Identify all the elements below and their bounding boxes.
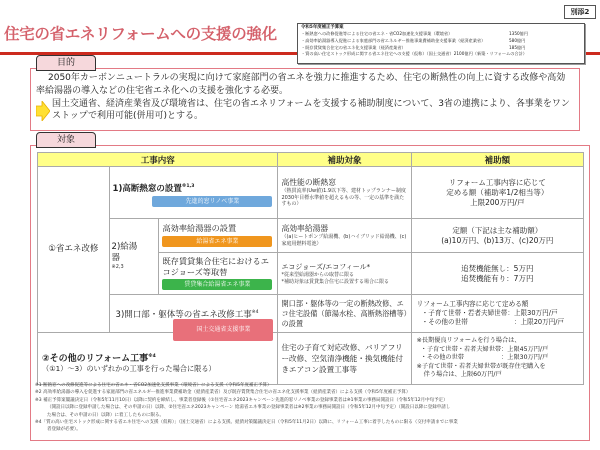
subject-opening-insulation: 開口部・躯体等の一定の断熱改修、エコ住宅設備（節湯水栓、高断熱浴槽等）の設置 [278,295,411,333]
footnote: 者登録が必要）。 [47,427,81,433]
work-window: 1)高断熱窓の設置$^{※1,3}$ 先進的窓リノベ事業 [109,167,278,219]
budget-box [297,23,585,64]
footnotes [35,382,585,434]
annex-label: 別添2 [564,5,596,19]
purpose-paragraph: 2050年カーボンニュートラルの実現に向けて家庭部門の省エネを強力に推進するため、住宅の断熱性の向上に資する改修や高効率給湯器の導入などの住宅省エネ化への支援を強化する必要。 [36,73,566,96]
header-subject: 補助対象 [278,153,411,167]
amount-other-reform: ※長期優良リフォームを行う場合は、 ・子育て世帯・若者夫婦世帯：上限45万円/戸 ・その他の世帯 ：上限30万円/戸 ※子育て世帯・若者夫婦世帯が既存住宅購入を 伴う場合は、上限60万円/戸 [411,333,583,385]
arrow-right-icon [36,101,50,121]
footnote: ※3 補正予算案閣議決定日（令和5年11月10日）以降に契約を締結し、事業者登録後（①住宅省エネ2023キャンペーン先進的窓リノベ事業の登録事業者は※1事業の事務局開設日（令和5年12月中旬予定） [35,397,448,403]
badge-rental-water-heater: 賃貸集合給湯省エネ事業 [162,279,272,290]
target-label: 対象 [36,132,96,148]
amount-rental-ecojoz: 追焚機能無し：5万円 追焚機能有り：7万円 [411,253,583,295]
subsidy-table [37,152,584,385]
budget-item: ・断熱窓への改修促進等による住宅の省エネ・省CO2加速化支援事業（環境省） 1350億円 [301,31,529,36]
subject-water-heater: 高効率給湯器 （(a)ヒートポンプ給湯機、(b)ハイブリッド給湯機、(c)家庭用燃料電池） [278,219,411,253]
group-water-heater: 2)給湯器 ※2,3 [109,219,159,295]
budget-item: ・質の高い住宅ストック形成に関する省エネ住宅への支援（仮称）（国土交通省）2100億円（新築・リフォームの合計） [301,51,527,57]
badge-water-heater: 給湯省エネ事業 [162,236,272,247]
purpose-conclusion [36,98,574,124]
budget-heading: 令和5年度補正予算案 [301,25,344,30]
work-rental-ecojoz: 既存賃貸集合住宅におけるエコジョーズ等取替 賃貸集合給湯省エネ事業 [159,253,278,295]
footnote: ※4「質の高い住宅ストック形成に関する省エネ住宅への支援（仮称）」（国土交通省）による支援。経済対策閣議決定日（令和5年11月2日）以降に、リフォーム工事に着手したものに限る（交付申請までに事業 [35,420,458,426]
page-title: 住宅の省エネリフォームへの支援の強化 [4,25,277,43]
amount-opening-insulation: リフォーム工事内容に応じて定める額 ・子育て世帯・若者夫婦世帯：上限30万円/戸 ・その他の世帯 ：上限20万円/戸 [411,295,583,333]
footnote: た場合は、その申請の日）以降）に着工したものに限る。 [47,412,164,418]
work-other-reform: ②その他のリフォーム工事$^{※4}$ （①1）～3）のいずれかの工事を行った場合に限る） [38,333,278,385]
badge-window-renovation: 先進的窓リノベ事業 [152,196,272,207]
work-water-heater: 高効率給湯器の設置 給湯省エネ事業 [159,219,278,253]
budget-item: ・既存賃貸集合住宅の省エネ化支援事業（経済産業省） 185億円 [301,44,526,50]
purpose-section [30,68,580,131]
budget-item: ・高効率給湯器導入促進による家庭部門の省エネルギー推進事業費補助金支援事業（経済産業省） 580億円 [301,37,526,43]
group-energy-renovation: ①省エネ改修 [38,167,110,333]
subject-other-reform: 住宅の子育て対応改修、バリアフリー改修、空気清浄機能・換気機能付きエアコン設置工事等 [278,333,411,385]
footnote: ※2 高効率給湯器の導入を促進する家庭部門の省エネルギー推進事業費補助金（経済産業省）及び既存賃貸集合住宅の省エネ化支援事業（経済産業省）による支援（令和5年度補正予算） [35,390,411,396]
subject-window: 高性能の断熱窓 （熱貫流率(Uw値)1.9以下等、建材トップランナー制度2030年目標水準値を超えるもの等、一定の基準を満たすもの） [278,167,411,219]
subject-rental-ecojoz: エコジョーズ/エコフィール* *従来型給湯器からの取替に限る *補助対象は賃貸集合住宅に設置する場合に限る [278,253,411,295]
target-section [30,145,590,441]
amount-water-heater: 定額（下記は主な補助額） (a)10万円、(b)13万、(c)20万円 [411,219,583,253]
header-work: 工事内容 [38,153,278,167]
footnote: （開設日以降に登録申請した場合は、その申請の日）以降、②住宅省エネ2023キャンペーン 給湯省エネ事業の登録事業者は※2事業の事務局開設日（令和5年12月中旬予定）（開設日以降に登録申請し [47,405,451,411]
header-amount: 補助額 [411,153,583,167]
badge-mlit-support: 国土交通省支援事業 [173,319,273,341]
purpose-conclusion-text: 国土交通省、経済産業省及び環境省は、住宅の省エネリフォームを支援する補助制度について、3省の連携により、各事業をワンストップで利用可能(併用可)とする。 [52,98,570,122]
footnote: ※1 断熱窓への改修促進等による住宅の省エネ・省CO2加速化支援事業（環境省）による支援（令和5年度補正予算） [35,383,272,388]
work-opening-insulation: 3)開口部・躯体等の省エネ改修工事$^{※4}$ 国土交通省支援事業 [109,295,278,333]
purpose-label: 目的 [36,55,96,71]
amount-window: リフォーム工事内容に応じて 定める額（補助率1/2相当等） 上限200万円/戸 [411,167,583,219]
